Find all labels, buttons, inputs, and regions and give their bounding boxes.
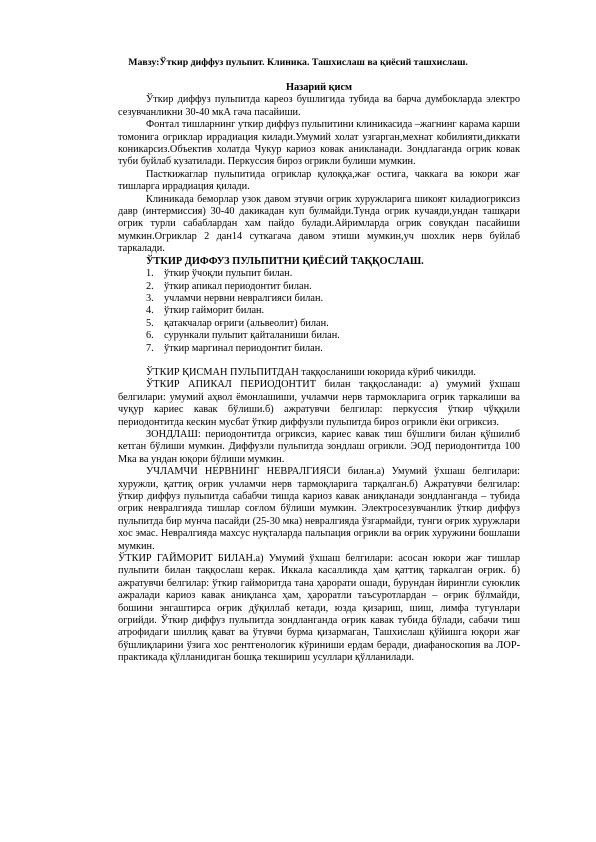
- list-item: 7. ўткир маргинал периодонтит билан.: [146, 342, 323, 354]
- spacer: [118, 355, 520, 367]
- list-item: 1. ўткир ўчоқли пульпит билан.: [146, 268, 293, 280]
- list-item: 4. ўткир гайморит билан.: [146, 305, 265, 317]
- list-item: 3. учламчи нервни невралгияси билан.: [146, 292, 324, 304]
- list-item: 6. сурункали пульпит қайталаниши билан.: [146, 330, 340, 342]
- paragraph: Клиникада беморлар узок давом этувчи огрик хуружларига шикоят киладиогриксиз давр (интермиссия) 30-40 дакикадан куп булмайди.Тунда огрик кучаяди,ундан ташқари огрик турли сабаблардан хам пайдо булади.Айримларда огрик совукдан пасайиши мумкин.Огриклар 2 дан14 суткагача давом этиши мумкин,уч шохлик нерв буйлаб таркалади.: [118, 193, 520, 255]
- paragraph: Фонтал тишларнинг уткир диффуз пульпитини клиникасида –жагнинг карама карши томонига огриклар иррадиация килади.Умумий холат узгарган,мехнат кобилияти,диккати коникарсиз.Объектив холатда Чукур кариоз ковак аникланади. Зондлаганда огрик ковак туби буйлаб кузатилади. Перкуссия бироз огрикли булиши мумкин.: [118, 119, 520, 168]
- differential-list: [118, 268, 520, 355]
- paragraph: ЎТКИР АПИКАЛ ПЕРИОДОНТИТ билан таққосланади: а) умумий ўхшаш белгилари: умумий аҳвол ёмонлашиши, учламчи нерв тармокларига огрик таркалиши ва чуқур кариес кавак бўлиши.б) ажратувчи белгилар: перкуссия ўткир чўққили периодонтитда кескин мусбат ўткир диффузли пульпитда бироз огрикли ёки огриксиз.: [118, 379, 520, 428]
- paragraph: Ўткир диффуз пульпитда кареоз бушлигида тубида ва барча думбокларда электро сезувчанликни 30-40 мкА гача пасайиши.: [118, 94, 520, 118]
- paragraph: ЎТКИР ҚИСМАН ПУЛЬПИТДАН таққосланиши юкорида кўриб чикилди.: [146, 366, 476, 378]
- paragraph: УЧЛАМЧИ НЕРВНИНГ НЕВРАЛГИЯСИ билан.а) Умумий ўхшаш белгилари: хуружли, қаттиқ оғрик учламчи нерв тармоқларига тарқалган.б) Ажратувчи белгилар: ўткир диффуз пульпитда сабабчи тишда кариоз кавак аниқланади зондланганда – тубида огрик невралгияда тишлар соғлом бўлиши мумкин. Электросезувчанлик ўткир диффуз пульпитда бир мунча пасайди (25-30 мка) невралгияда ўзгармайди, тунги оғрик хуружлари хос эмас. Невралгияда махсус нуқталарда пальпация огрикли ва оғрик хуружини бошлаши мумкин.: [118, 466, 520, 552]
- differential-heading: ЎТКИР ДИФФУЗ ПУЛЬПИТНИ ҚИЁСИЙ ТАҚҚОСЛАШ.: [146, 255, 424, 267]
- document-title: Мавзу:Ўткир диффуз пульпит. Клиника. Ташхислаш ва қиёсий ташхислаш.: [128, 57, 468, 68]
- paragraph: ЗОНДЛАШ: периодонтитда огриксиз, кариес кавак тиш бўшлиги билан қўшилиб кетган бўлиши мумкин. Диффузли пульпитда зондлаш огрикли. ЭОД периодонтитда 100 Мка ва ундан юқори бўлиши мумкин.: [118, 428, 520, 465]
- list-item: 2. ўткир апикал периодонтит билан.: [146, 280, 312, 292]
- list-item: 5. қатакчалар оғриги (альвеолит) билан.: [146, 317, 329, 329]
- paragraph: ЎТКИР ГАЙМОРИТ БИЛАН.а) Умумий ўхшаш белгилари: асосан юкори жағ тишлар пульпити билан таққослаш керак. Иккала касалликда ҳам қаттиқ таркалган оғрик. б) ажратувчи белгилар: ўткир гайморитда тана ҳарорати ошади, бурундан йирингли суюклик ажралади кариоз кавак аниқланса ҳам, ҳароратли таъсуротлардан – оғрик бўлмайди, бошини энгаштирса оғрик дўқиллаб кетади, юзда қизариш, шиш, лимфа тугунлари огрийди. Ўткир диффуз пульпитда зондланганда оғрик кавак тубида бўлади, сабачи тиш атрофидаги шиллиқ қават ва ўтувчи бурма қизармаган, Ташхислаш қўйишга юқори жағ бўшлиқларини ўзига хос рентгенологик кўриниши ердам беради, диафаноскопия ва ЛОР-практикада қўлланидиган бошқа текшириш усуллари қўлланилади.: [118, 553, 520, 664]
- document-body: [118, 82, 520, 665]
- paragraph: Пасткижаглар пульпитида огриклар қулоққа,жағ остига, чаккага ва юкори жағ тишларга иррадиация қилади.: [118, 168, 520, 193]
- theory-heading: Назарий қисм: [285, 82, 353, 93]
